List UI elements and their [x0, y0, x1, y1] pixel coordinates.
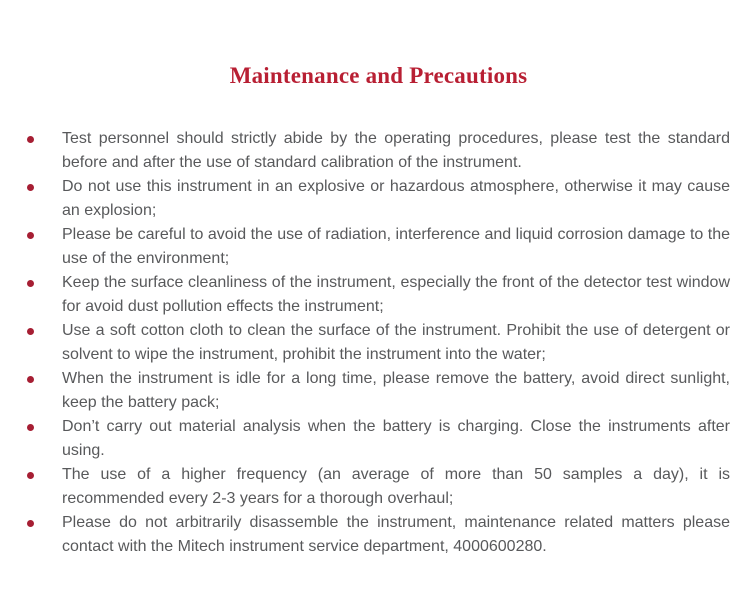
bullet-icon	[27, 328, 34, 335]
list-item-text: Please do not arbitrarily disassemble the instrument, maintenance related matters please contact with the Mitech instrument service department, 4000600280.	[62, 514, 730, 555]
list-item	[27, 223, 730, 271]
list-item-text: Test personnel should strictly abide by the operating procedures, please test the standard before and after the use of standard calibration of the instrument.	[62, 130, 730, 171]
bullet-icon	[27, 136, 34, 143]
list-item-text: Do not use this instrument in an explosive or hazardous atmosphere, otherwise it may cause an explosion;	[62, 178, 730, 219]
list-item	[27, 367, 730, 415]
list-item-text: Use a soft cotton cloth to clean the surface of the instrument. Prohibit the use of detergent or solvent to wipe the instrument, prohibit the instrument into the water;	[62, 322, 730, 363]
list-item	[27, 127, 730, 175]
list-item	[27, 415, 730, 463]
bullet-icon	[27, 520, 34, 527]
bullet-icon	[27, 472, 34, 479]
list-item-text: Please be careful to avoid the use of radiation, interference and liquid corrosion damage to the use of the environment;	[62, 226, 730, 267]
list-item	[27, 319, 730, 367]
list-item-text: When the instrument is idle for a long time, please remove the battery, avoid direct sunlight, keep the battery pack;	[62, 370, 730, 411]
list-item	[27, 271, 730, 319]
precautions-list	[27, 127, 730, 559]
bullet-icon	[27, 280, 34, 287]
page-title: Maintenance and Precautions	[229, 63, 528, 88]
list-item	[27, 463, 730, 511]
bullet-icon	[27, 376, 34, 383]
list-item-text: Keep the surface cleanliness of the instrument, especially the front of the detector test window for avoid dust pollution effects the instrument;	[62, 274, 730, 315]
list-item-text: The use of a higher frequency (an average of more than 50 samples a day), it is recommended every 2-3 years for a thorough overhaul;	[62, 466, 730, 507]
list-item	[27, 175, 730, 223]
bullet-icon	[27, 424, 34, 431]
bullet-icon	[27, 232, 34, 239]
list-item	[27, 511, 730, 559]
bullet-icon	[27, 184, 34, 191]
list-item-text: Don’t carry out material analysis when the battery is charging. Close the instruments after using.	[62, 418, 730, 459]
